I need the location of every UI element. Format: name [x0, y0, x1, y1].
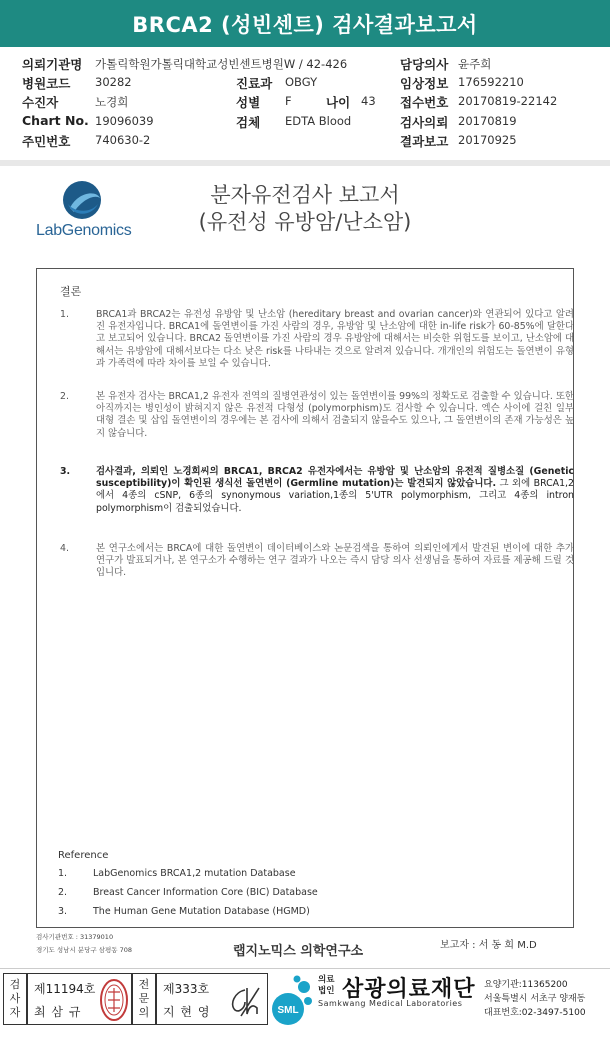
inspector-seal-icon [99, 978, 129, 1022]
hospital-code: 30282 [95, 75, 132, 89]
dept-label: 진료과 [236, 76, 273, 91]
corp-label-line2: 법인 [318, 986, 335, 996]
paragraph-text: BRCA1과 BRCA2는 유전성 유방암 및 난소암 (hereditary breast and ovarian cancer)와 연관되어 있다고 알려진 유전자입니다. BRCA1에 돌연변이를 가진 사람의 경우, 유방암 및 난소암에 대한 in-life risk가 60-85%에 달한다고 보고되어 있습니다. BRCA2 돌연변이를 가진 사람의 경우 유방암에 대해서는 비슷한 위험도를 보이고, 난소암에 대해서는 유방암에 대해서보다는 다소 낮은 risk를 나타내는 것으로 알려져 있습니다. 개개인의 위험도는 돌연변이 유형과 가족력에 따라 차이를 보일 수 있습니다. [96, 309, 574, 369]
request-org-label: 의뢰기관명 [22, 57, 83, 72]
request-org: 가톨릭학원가톨릭대학교성빈센트병원W / 42-426 [95, 57, 348, 71]
patient: 노경희 [95, 95, 129, 109]
specialist-box [156, 973, 268, 1025]
paragraph-number: 1. [60, 309, 69, 320]
receipt: 20170819-22142 [458, 94, 558, 108]
corp-label-line1: 의료 [318, 975, 335, 985]
foundation-name: 삼광의료재단 [342, 977, 476, 1002]
specialist-label-box [132, 973, 156, 1025]
hospital-code-label: 병원코드 [22, 76, 71, 91]
reference-number: 3. [58, 906, 68, 917]
inspector-number: 제11194호 [34, 982, 96, 996]
conclusion-title: 결론 [60, 285, 82, 298]
clinical: 176592210 [458, 75, 524, 89]
reference-text: LabGenomics BRCA1,2 mutation Database [93, 868, 296, 879]
lab-address: 경기도 성남시 분당구 삼평동 708 [36, 946, 133, 954]
chart-label: Chart No. [22, 113, 89, 128]
doctor-label: 담당의사 [400, 57, 449, 72]
paragraph-2 [60, 391, 574, 451]
inspector-box [27, 973, 132, 1025]
divider [0, 160, 610, 166]
resident-label: 주민번호 [22, 134, 71, 149]
specimen: EDTA Blood [285, 114, 352, 128]
foundation-address: 서울특별시 서초구 양재동 [484, 994, 586, 1004]
result-detail: 그 외에 BRCA1,2에서 4종의 cSNP, 6종의 synonymous variation,1종의 5'UTR polymorphism, 그리고 4종의 intron polymorphism이 검출되었습니다. [96, 478, 574, 514]
paragraph-text: 본 연구소에서는 BRCA에 대한 돌연변이 데이터베이스와 논문검색을 통하여 의뢰인에게서 발견된 변이에 대한 추가 연구가 발표되거나, 본 연구소가 수행하는 연구 결과가 나오는 즉시 담당 의사 선생님을 통하여 자료를 제공해 드릴 것입니다. [96, 543, 574, 579]
phone-number: 대표번호:02-3497-5100 [484, 1008, 586, 1018]
reference-title: Reference [58, 850, 109, 861]
chart: 19096039 [95, 114, 154, 128]
report-title: BRCA2 (성빈센트) 검사결과보고서 [0, 0, 610, 47]
sml-logo-icon [268, 973, 316, 1025]
specimen-label: 검체 [236, 115, 261, 130]
reference-text: Breast Cancer Information Core (BIC) Database [93, 887, 318, 898]
foundation-english-name: Samkwang Medical Laboratories [318, 999, 463, 1008]
sex: F [285, 94, 292, 108]
report-date-label: 결과보고 [400, 134, 449, 149]
inspector-name: 최 삼 규 [34, 1005, 82, 1019]
paragraph-number: 4. [60, 543, 69, 554]
inspector-label-box [3, 973, 27, 1025]
paragraph-number: 2. [60, 391, 69, 402]
sml-logo-text: SML [277, 1005, 299, 1016]
paragraph-1 [60, 309, 574, 389]
specialist-signature-icon [223, 980, 263, 1020]
reference-number: 2. [58, 887, 68, 898]
reference-text: The Human Gene Mutation Database (HGMD) [93, 906, 310, 917]
age: 43 [361, 94, 376, 108]
corp-label [318, 975, 334, 997]
reference-number: 1. [58, 868, 68, 879]
reporter: 보고자 : 서 동 희 M.D [440, 940, 537, 951]
specialist-name: 지 현 영 [163, 1005, 211, 1019]
receipt-label: 접수번호 [400, 95, 449, 110]
sex-label: 성별 [236, 95, 261, 110]
specialist-number: 제333호 [163, 982, 210, 996]
age-label: 나이 [326, 95, 351, 110]
lab-name: 랩지노믹스 의학연구소 [233, 944, 364, 959]
document-title [150, 182, 460, 236]
org-code: 검사기관번호 : 31379010 [36, 933, 114, 941]
document-title-line1: 분자유전검사 보고서 [210, 183, 400, 207]
document-title-line2: (유전성 유방암/난소암) [198, 210, 412, 234]
resident: 740630-2 [95, 133, 151, 147]
paragraph-4 [60, 543, 574, 588]
dept: OBGY [285, 75, 318, 89]
labgenomics-logo-text: LabGenomics [36, 222, 132, 239]
request-date: 20170819 [458, 114, 517, 128]
paragraph-number: 3. [60, 466, 71, 477]
paragraph-3 [60, 466, 574, 526]
paragraph-text: 본 유전자 검사는 BRCA1,2 유전자 전역의 질병연관성이 있는 돌연변이를 99%의 정확도로 검출할 수 있습니다. 또한 아직까지는 병인성이 밝혀지지 않은 유전적 다형성 (polymorphism)도 검사할 수 있습니다. 엑슨 사이에 걸친 일부 대형 결손 및 삽입 돌연변이의 경우에는 본 검사에 의해서 검출되지 않을수도 있으나, 그 돌연변이의 존재 가능성은 높지 않습니다. [96, 391, 574, 439]
license-number: 요양기관:11365200 [484, 980, 568, 990]
report-date: 20170925 [458, 133, 517, 147]
patient-label: 수진자 [22, 95, 59, 110]
paragraph-text [96, 466, 574, 515]
doctor: 윤주희 [458, 57, 492, 71]
result-statement: 검사결과, 의뢰인 노경희씨의 BRCA1, BRCA2 유전자에서는 유방암 및 난소암의 유전적 질병소질 (Genetic susceptibility)이 확인된 생식선 돌연변이 (Germline mutation)는 발견되지 않았습니다. [96, 466, 574, 490]
clinical-label: 임상정보 [400, 76, 449, 91]
inspector-label: 검사자 [9, 978, 21, 1019]
specialist-label: 전문의 [138, 978, 150, 1019]
request-date-label: 검사의뢰 [400, 115, 449, 130]
